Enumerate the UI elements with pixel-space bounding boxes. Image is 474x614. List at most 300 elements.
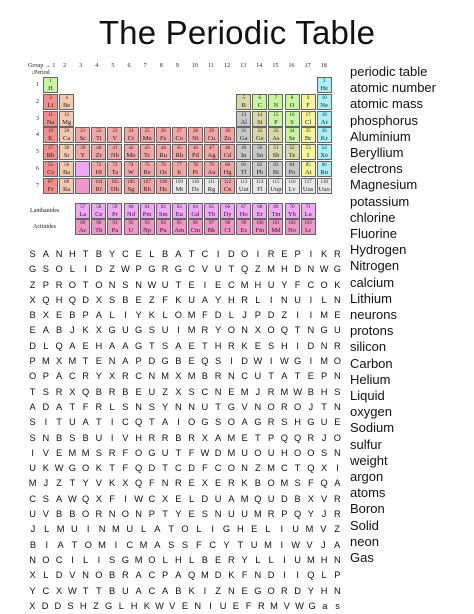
grid-letter: J — [320, 539, 326, 550]
word-list-item: oxygen — [350, 404, 392, 420]
grid-letter: D — [214, 310, 222, 321]
grid-letter: I — [256, 249, 260, 259]
element-cell — [124, 219, 139, 235]
grid-letter: Q — [188, 570, 196, 581]
element-symbol: Bk — [207, 227, 216, 235]
grid-letter: N — [254, 570, 262, 581]
atomic-number: 33 — [273, 129, 279, 135]
grid-letter: C — [188, 264, 195, 275]
grid-letter: E — [181, 600, 189, 611]
grid-letter: E — [135, 249, 142, 259]
grid-letter: O — [267, 478, 275, 489]
word-list-item: Solid — [350, 517, 379, 533]
grid-letter: F — [149, 478, 155, 489]
grid-letter: T — [82, 279, 89, 290]
atomic-number: 11 — [48, 112, 53, 118]
grid-letter: Z — [29, 279, 36, 290]
grid-letter: I — [114, 539, 118, 550]
grid-letter: X — [95, 294, 102, 305]
element-cell — [75, 144, 90, 160]
element-cell — [91, 203, 106, 219]
grid-letter: C — [148, 493, 156, 504]
grid-letter: T — [162, 509, 168, 520]
grid-letter: I — [296, 570, 299, 581]
atomic-number: 69 — [273, 204, 279, 210]
grid-letter: N — [135, 509, 142, 520]
grid-letter: E — [215, 279, 222, 290]
grid-letter: O — [227, 417, 235, 428]
grid-letter: N — [135, 401, 142, 412]
grid-row — [26, 400, 344, 415]
grid-letter: W — [147, 279, 157, 290]
grid-letter: U — [29, 509, 36, 520]
grid-letter: L — [162, 310, 168, 321]
grid-letter: E — [307, 371, 314, 382]
grid-letter: U — [267, 447, 275, 458]
element-symbol: Ti — [96, 135, 102, 143]
grid-letter: S — [95, 447, 102, 458]
grid-letter: S — [188, 386, 195, 397]
grid-letter: R — [241, 294, 248, 305]
atomic-number: 74 — [128, 163, 134, 168]
grid-letter: R — [334, 340, 341, 351]
grid-letter: L — [228, 310, 234, 321]
page-title: The Periodic Table — [98, 14, 376, 51]
grid-letter: W — [293, 386, 303, 397]
grid-letter: M — [240, 493, 249, 504]
grid-letter: R — [281, 585, 288, 596]
grid-row — [26, 415, 344, 430]
grid-letter: B — [29, 539, 37, 550]
grid-letter: X — [321, 463, 328, 474]
grid-letter: E — [188, 340, 195, 351]
grid-letter: O — [135, 447, 143, 458]
atomic-number: 107 — [143, 179, 151, 185]
grid-row — [26, 584, 344, 599]
atomic-number: 78 — [192, 163, 198, 168]
grid-letter: Z — [162, 386, 168, 397]
element-cell — [301, 161, 316, 177]
grid-letter: F — [196, 539, 202, 550]
grid-letter: M — [68, 356, 77, 367]
grid-letter: P — [294, 249, 301, 259]
element-symbol: Rn — [320, 169, 328, 176]
word-list-item: Helium — [350, 371, 391, 387]
element-symbol: Sm — [158, 210, 168, 218]
grid-letter: B — [201, 371, 208, 382]
grid-letter: T — [56, 417, 62, 428]
atomic-number: 93 — [144, 221, 150, 227]
grid-letter: D — [55, 570, 63, 581]
word-list-item: weight — [350, 452, 388, 468]
element-symbol: Pd — [191, 152, 199, 160]
element-cell — [317, 178, 332, 194]
atomic-number: 102 — [288, 221, 296, 227]
grid-letter: N — [241, 325, 248, 336]
grid-letter: N — [307, 325, 315, 336]
element-cell — [140, 178, 155, 194]
grid-letter: Z — [93, 600, 99, 611]
element-symbol: Hs — [159, 185, 167, 193]
word-list-item: neon — [350, 533, 379, 549]
element-cell — [172, 203, 187, 219]
grid-letter: Q — [82, 386, 90, 397]
grid-letter: A — [241, 417, 248, 428]
grid-letter: A — [281, 371, 288, 382]
element-symbol: Ag — [207, 152, 216, 160]
grid-letter: R — [201, 325, 209, 336]
grid-letter: L — [43, 340, 49, 351]
element-cell — [188, 203, 203, 219]
element-symbol: Cd — [223, 152, 232, 160]
grid-letter: P — [135, 264, 142, 275]
grid-letter: W — [120, 264, 130, 275]
grid-letter: I — [269, 356, 273, 367]
grid-letter: I — [230, 356, 233, 367]
element-cell — [317, 111, 332, 127]
grid-letter: Y — [135, 310, 142, 321]
grid-letter: I — [209, 600, 212, 611]
grid-letter: Z — [255, 463, 261, 474]
element-cell — [107, 144, 122, 160]
atomic-number: 51 — [273, 146, 279, 152]
element-symbol: Es — [240, 227, 247, 235]
atomic-number: 35 — [305, 129, 311, 135]
grid-letter: B — [109, 570, 116, 581]
element-cell — [268, 127, 283, 143]
group-number: 3 — [79, 63, 83, 69]
atomic-number: 27 — [176, 129, 182, 135]
grid-letter: E — [215, 478, 222, 489]
element-cell — [301, 178, 316, 194]
grid-letter: Y — [307, 585, 314, 596]
grid-letter: V — [95, 478, 102, 489]
element-cell — [204, 144, 219, 160]
atomic-number: 9 — [306, 95, 310, 101]
grid-letter: A — [154, 539, 161, 550]
element-symbol: Rh — [175, 152, 184, 160]
grid-letter: X — [56, 585, 63, 596]
grid-letter: R — [214, 371, 222, 382]
grid-letter: R — [307, 432, 315, 443]
word-list-item: Nitrogen — [350, 258, 400, 274]
grid-letter: K — [82, 325, 89, 336]
grid-letter: M — [28, 478, 37, 489]
grid-letter: M — [134, 554, 143, 565]
grid-letter: M — [264, 539, 272, 550]
grid-letter: R — [188, 432, 195, 443]
element-cell — [75, 161, 90, 177]
grid-letter: R — [267, 417, 275, 428]
element-symbol: Lv — [288, 185, 296, 193]
grid-letter: I — [211, 524, 214, 535]
grid-letter: I — [269, 294, 273, 305]
grid-letter: F — [82, 401, 89, 412]
element-cell — [301, 203, 316, 219]
element-cell — [43, 127, 58, 143]
element-symbol: Rg — [207, 185, 216, 193]
grid-letter: G — [174, 264, 182, 275]
grid-letter: I — [309, 249, 313, 259]
grid-letter: G — [227, 401, 235, 412]
grid-letter: L — [162, 554, 168, 565]
grid-letter: P — [82, 310, 89, 321]
grid-letter: I — [110, 417, 114, 428]
grid-letter: L — [321, 294, 327, 305]
group-number: 17 — [304, 63, 311, 69]
grid-letter: M — [307, 554, 315, 565]
element-symbol: Ho — [239, 210, 248, 218]
grid-letter: E — [281, 249, 288, 259]
grid-letter: R — [228, 340, 235, 351]
atomic-number: 104 — [95, 179, 103, 185]
grid-letter: R — [108, 386, 116, 397]
grid-letter: T — [69, 478, 76, 489]
grid-letter: K — [321, 249, 328, 259]
element-cell — [188, 219, 203, 235]
element-symbol: Nb — [110, 152, 119, 160]
atomic-number: 45 — [176, 146, 182, 152]
group-number: 18 — [320, 63, 327, 69]
grid-letter: T — [228, 264, 235, 275]
atomic-number: 91 — [112, 221, 118, 227]
grid-letter: E — [29, 325, 36, 336]
grid-letter: H — [228, 294, 235, 305]
grid-letter: Q — [135, 417, 143, 428]
atomic-number: 82 — [257, 163, 263, 168]
grid-letter: C — [135, 371, 142, 382]
grid-letter: Q — [254, 493, 262, 504]
grid-letter: a — [322, 600, 328, 611]
grid-letter: K — [188, 585, 195, 596]
grid-letter: Y — [241, 554, 248, 565]
grid-letter: O — [267, 401, 275, 412]
grid-row — [26, 339, 344, 354]
grid-letter: W — [155, 600, 164, 611]
grid-letter: B — [56, 325, 63, 336]
grid-letter: D — [42, 401, 50, 412]
grid-letter: M — [68, 447, 77, 458]
element-symbol: Hf — [95, 169, 103, 176]
grid-letter: R — [108, 447, 116, 458]
grid-letter: N — [108, 279, 116, 290]
grid-letter: P — [42, 279, 49, 290]
element-cell — [124, 203, 139, 219]
grid-letter: H — [281, 264, 288, 275]
grid-letter: A — [42, 249, 49, 259]
grid-letter: N — [228, 371, 235, 382]
grid-letter: O — [227, 463, 235, 474]
grid-letter: W — [200, 447, 210, 458]
grid-letter: P — [254, 310, 261, 321]
element-symbol: Ce — [95, 210, 103, 218]
grid-letter: I — [124, 493, 127, 504]
grid-letter: F — [245, 600, 252, 611]
grid-letter: I — [296, 310, 299, 321]
grid-letter: U — [161, 279, 169, 290]
grid-letter: C — [122, 417, 129, 428]
atomic-number: 60 — [128, 204, 134, 210]
grid-letter: S — [268, 340, 275, 351]
grid-letter: T — [175, 447, 182, 458]
grid-letter: R — [175, 478, 182, 489]
period-number: 2 — [36, 98, 39, 105]
element-symbol: Al — [240, 118, 247, 126]
grid-letter: Q — [82, 493, 90, 504]
grid-letter: Q — [280, 325, 288, 336]
element-cell — [204, 178, 219, 194]
element-symbol: F — [306, 101, 310, 109]
grid-letter: U — [254, 371, 262, 382]
grid-letter: X — [42, 310, 49, 321]
grid-letter: D — [148, 463, 156, 474]
grid-letter: S — [67, 600, 74, 611]
grid-letter: X — [109, 371, 116, 382]
element-symbol: O — [289, 101, 295, 109]
group-number: 15 — [272, 63, 279, 69]
grid-letter: E — [56, 310, 63, 321]
grid-letter: Z — [149, 294, 155, 305]
grid-letter: P — [162, 570, 169, 581]
grid-letter: L — [255, 294, 261, 305]
grid-letter: Q — [135, 478, 143, 489]
grid-letter: A — [135, 570, 142, 581]
atomic-number: 1 — [49, 79, 52, 84]
grid-letter: F — [202, 310, 208, 321]
grid-letter: S — [181, 539, 189, 550]
element-cell — [156, 219, 171, 235]
element-symbol: Ne — [320, 101, 328, 109]
atomic-number: 22 — [96, 129, 102, 135]
element-cell — [285, 111, 300, 127]
element-symbol: V — [112, 135, 118, 143]
grid-letter: A — [56, 371, 63, 382]
grid-letter: B — [95, 249, 102, 259]
grid-letter: X — [162, 493, 169, 504]
atomic-number — [76, 179, 89, 180]
grid-letter: N — [307, 264, 315, 275]
grid-letter: T — [188, 249, 195, 259]
grid-letter: O — [307, 447, 315, 458]
grid-letter: P — [42, 371, 49, 382]
grid-letter: L — [265, 524, 271, 535]
atomic-number: 94 — [160, 221, 166, 227]
word-list-item: periodic table — [350, 64, 428, 79]
grid-letter: A — [29, 401, 36, 412]
element-cell — [156, 144, 171, 160]
word-search-grid — [26, 247, 344, 614]
element-cell — [301, 94, 316, 110]
element-cell — [252, 94, 267, 110]
element-symbol: Be — [62, 101, 71, 109]
element-symbol: Sg — [127, 185, 135, 193]
grid-letter: E — [215, 554, 222, 565]
grid-letter: C — [228, 279, 235, 290]
element-cell — [317, 161, 332, 177]
atomic-number: 59 — [112, 204, 118, 210]
grid-letter: J — [43, 478, 49, 489]
grid-letter: L — [268, 554, 274, 565]
grid-letter: N — [108, 356, 116, 367]
grid-letter: U — [188, 294, 195, 305]
grid-letter: Q — [42, 294, 50, 305]
grid-letter: A — [56, 401, 63, 412]
atomic-number: 49 — [241, 146, 247, 152]
word-list-item: Beryllium — [350, 145, 404, 161]
element-cell — [285, 94, 300, 110]
group-number: 10 — [191, 63, 198, 69]
element-cell — [75, 219, 90, 235]
element-cell — [107, 203, 122, 219]
grid-letter: O — [181, 524, 189, 535]
grid-letter: A — [82, 417, 89, 428]
grid-letter: D — [54, 600, 62, 611]
grid-letter: s — [335, 600, 340, 611]
grid-letter: D — [228, 249, 235, 259]
grid-letter: U — [294, 294, 301, 305]
grid-letter: G — [161, 356, 169, 367]
element-cell — [140, 127, 155, 143]
element-cell — [172, 178, 187, 194]
grid-letter: F — [202, 463, 208, 474]
grid-letter: D — [267, 310, 275, 321]
element-cell — [236, 161, 251, 177]
grid-letter: I — [296, 340, 299, 351]
atomic-number: 75 — [144, 163, 150, 168]
element-symbol: I — [307, 152, 310, 160]
grid-letter: E — [232, 600, 239, 611]
word-list-item: Boron — [350, 501, 385, 517]
atomic-number: 54 — [321, 146, 327, 152]
grid-letter: N — [228, 585, 235, 596]
grid-letter: E — [56, 447, 63, 458]
element-symbol: Zn — [223, 135, 232, 143]
grid-letter: U — [122, 585, 129, 596]
grid-letter: B — [56, 432, 63, 443]
element-cell — [285, 161, 300, 177]
grid-letter: S — [42, 386, 49, 397]
element-symbol: N — [273, 101, 279, 109]
atomic-number: 21 — [80, 129, 86, 135]
element-cell — [75, 178, 90, 194]
grid-letter: O — [333, 356, 341, 367]
grid-letter: E — [334, 417, 341, 428]
grid-letter: Z — [255, 264, 261, 275]
grid-letter: K — [109, 478, 116, 489]
grid-letter: I — [45, 539, 49, 550]
element-symbol: Xe — [320, 152, 328, 160]
word-list-item: phosphorus — [350, 112, 418, 128]
atomic-number: 39 — [80, 146, 86, 152]
grid-letter: I — [216, 249, 220, 259]
grid-letter: U — [241, 509, 248, 520]
grid-letter: E — [241, 432, 248, 443]
grid-letter: U — [95, 432, 103, 443]
grid-letter: O — [82, 509, 90, 520]
word-list-item: Carbon — [350, 355, 393, 371]
grid-letter: V — [320, 524, 327, 535]
atomic-number: 61 — [144, 204, 150, 210]
grid-row — [26, 507, 344, 522]
element-symbol: Pb — [256, 169, 264, 176]
element-symbol: Mg — [62, 118, 72, 126]
grid-letter: Q — [201, 356, 209, 367]
grid-letter: X — [95, 325, 102, 336]
grid-letter: S — [109, 554, 116, 565]
grid-letter: L — [189, 493, 195, 504]
grid-letter: W — [67, 493, 77, 504]
grid-letter: Q — [294, 432, 302, 443]
